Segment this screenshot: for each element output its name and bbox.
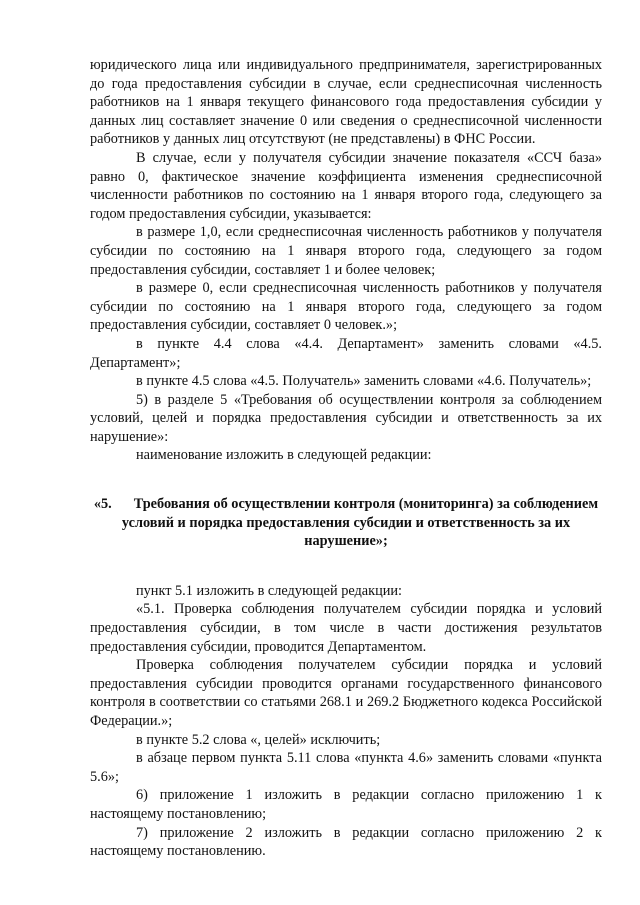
section-heading-text: Требования об осуществлении контроля (мониторинга) за соблюдением условий и порядка предоставления субсидии и ответственность за их нарушение»; <box>121 496 599 550</box>
paragraph-4: в размере 0, если среднесписочная численность работников у получателя субсидии по состоянию на 1 января второго года, следующего за годом предоставления субсидии, составляет 0 человек.»; <box>90 280 602 334</box>
paragraph-15: 7) приложение 2 изложить в редакции согласно приложению 2 к настоящему постановлению. <box>90 824 602 860</box>
paragraph-8: наименование изложить в следующей редакции: <box>136 447 432 464</box>
paragraph-9: пункт 5.1 изложить в следующей редакции: <box>136 582 403 599</box>
section-heading-number: «5. <box>93 496 112 513</box>
document-page <box>90 56 602 861</box>
paragraph-1: юридического лица или индивидуального предпринимателя, зарегистрированных до года предоставления субсидии в случае, если среднесписочная численность работников на 1 января текущего финансового года предоставления субсидии у данных лиц составляет значение 0 или сведения о среднесписочной численности работников у данных лиц отсутствуют (не представлены) в ФНС России. <box>90 57 602 148</box>
paragraph-12: в пункте 5.2 слова «, целей» исключить; <box>136 731 381 748</box>
paragraph-13: в абзаце первом пункта 5.11 слова «пункта 4.6» заменить словами «пункта 5.6»; <box>90 750 602 785</box>
paragraph-14: 6) приложение 1 изложить в редакции согласно приложению 1 к настоящему постановлению; <box>90 787 602 822</box>
section-heading <box>90 495 602 551</box>
paragraph-3: в размере 1,0, если среднесписочная численность работников у получателя субсидии по состоянию на 1 января второго года, следующего за годом предоставления субсидии, составляет 1 и более человек; <box>90 224 602 278</box>
paragraph-7: 5) в разделе 5 «Требования об осуществлении контроля за соблюдением условий, целей и порядка предоставления субсидии и ответственность за их нарушение»: <box>90 391 602 445</box>
paragraph-10: «5.1. Проверка соблюдения получателем субсидии порядка и условий предоставления субсидии, в том числе в части достижения результатов предоставления субсидии, проводится Департаментом. <box>90 601 602 655</box>
paragraph-11: Проверка соблюдения получателем субсидии порядка и условий предоставления субсидии проводится органами государственного финансового контроля в соответствии со статьями 268.1 и 269.2 Бюджетного кодекса Российской Федерации.»; <box>90 657 602 729</box>
paragraph-6: в пункте 4.5 слова «4.5. Получатель» заменить словами «4.6. Получатель»; <box>136 373 592 390</box>
paragraph-2: В случае, если у получателя субсидии значение показателя «ССЧ база» равно 0, фактическое значение коэффициента изменения среднесписочной численности работников по состоянию на 1 января второго года, следующего за годом предоставления субсидии, указывается: <box>90 149 602 222</box>
paragraph-5: в пункте 4.4 слова «4.4. Департамент» заменить словами «4.5. Департамент»; <box>90 335 602 371</box>
